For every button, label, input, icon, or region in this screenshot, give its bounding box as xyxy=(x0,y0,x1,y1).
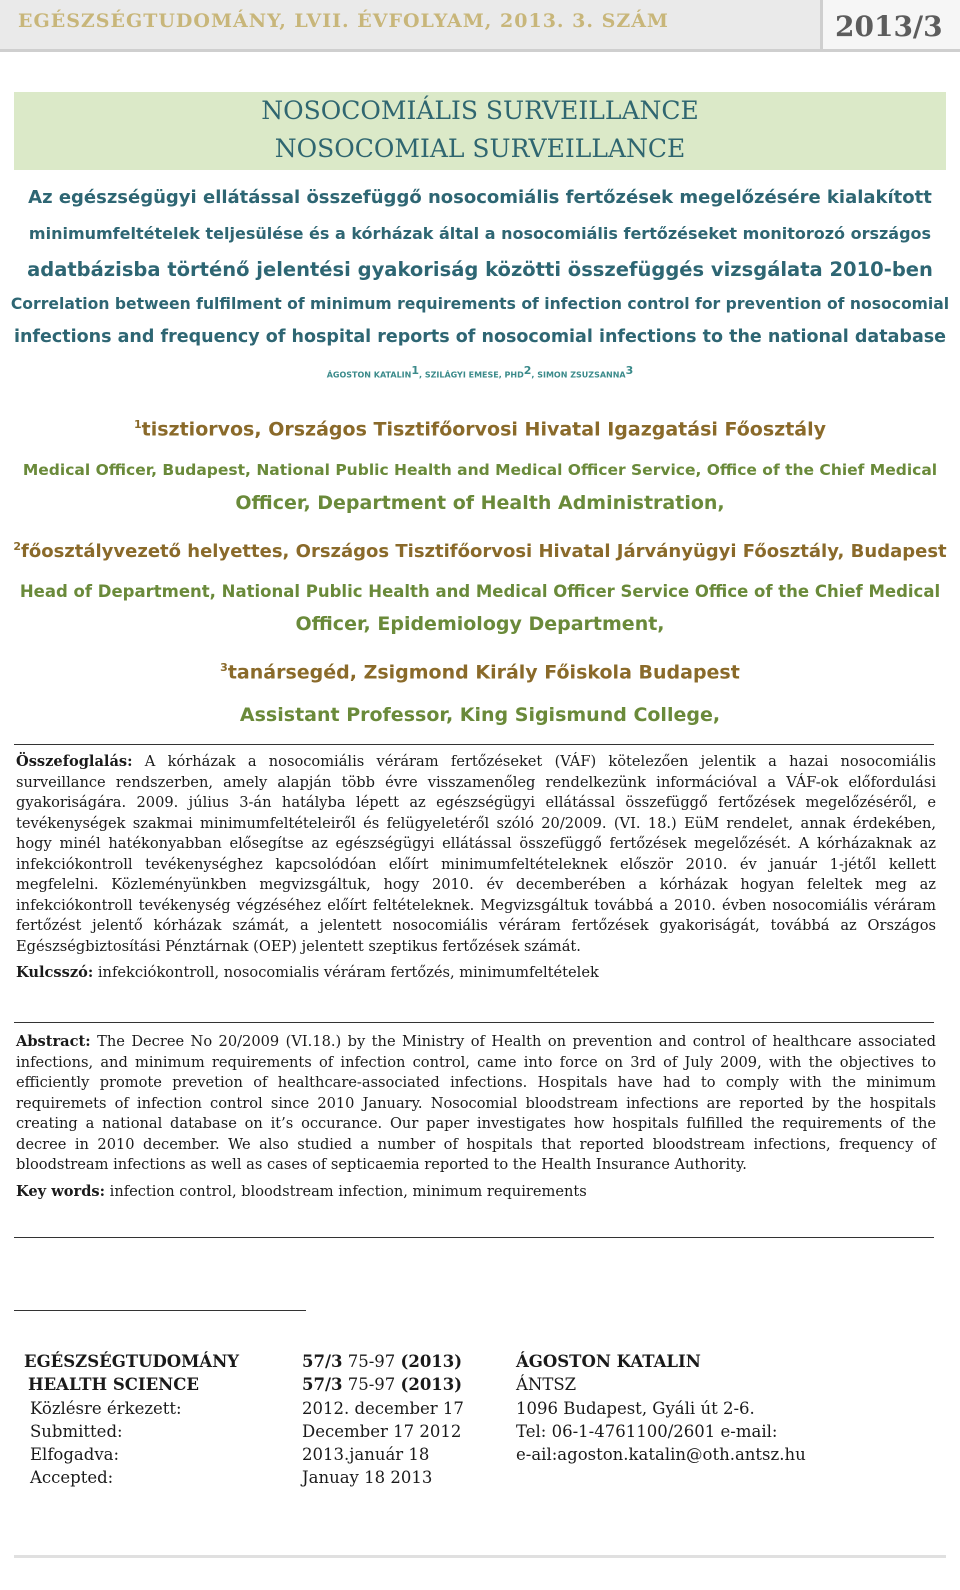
received-label-en: Submitted: xyxy=(30,1421,123,1441)
corresponding-author: ÁGOSTON KATALIN xyxy=(516,1352,701,1371)
affil-line: Officer, Department of Health Administration, xyxy=(235,492,725,514)
issue-number: 2013/3 xyxy=(820,0,960,52)
corresponding-email: e-ail:agoston.katalin@oth.antsz.hu xyxy=(516,1445,806,1465)
corresponding-phone: Tel: 06-1-4761100/2601 e-mail: xyxy=(516,1421,778,1441)
correspondence-column xyxy=(516,1350,806,1466)
title-en-line: Correlation between fulfilment of minimum requirements of infection control for prevention of nosocomial xyxy=(10,295,950,313)
accepted-label-en: Accepted: xyxy=(30,1468,114,1488)
keywords-hu-label: Kulcsszó: xyxy=(16,964,94,981)
abstract-hu-label: Összefoglalás: xyxy=(16,753,133,770)
author-name: SZILÁGYI EMESE, PHD xyxy=(424,370,524,380)
title-en-line: infections and frequency of hospital reports of nosocomial infections to the national database xyxy=(13,327,947,347)
affiliation-1-en xyxy=(10,454,950,520)
citation-hu xyxy=(302,1350,464,1373)
author-affil-marker: 1 xyxy=(411,364,419,377)
journal-name-hu: EGÉSZSÉGTUDOMÁNY xyxy=(24,1352,240,1371)
abstract-en-label: Abstract: xyxy=(16,1033,91,1050)
author-name: ÁGOSTON KATALIN xyxy=(326,370,412,380)
year: (2013) xyxy=(400,1352,463,1371)
affil-marker: 3 xyxy=(220,661,228,674)
keywords-en-text: infection control, bloodstream infection, minimum requirements xyxy=(105,1182,587,1200)
affil-marker: 1 xyxy=(133,418,142,431)
dates-column xyxy=(302,1350,464,1490)
section-heading xyxy=(14,92,946,170)
keywords-en xyxy=(16,1182,936,1203)
volume: 57/3 xyxy=(302,1352,343,1371)
author-affil-marker: 3 xyxy=(625,364,634,377)
title-english xyxy=(10,288,950,354)
corresponding-org: ÁNTSZ xyxy=(516,1375,577,1395)
page-bottom-rule xyxy=(14,1555,946,1558)
affiliation-2-en xyxy=(10,575,950,641)
affil-line: Head of Department, National Public Health and Medical Officer Service Office of the Chief Medical xyxy=(19,582,941,601)
divider xyxy=(14,1237,934,1238)
abstract-en-text: The Decree No 20/2009 (VI.18.) by the Ministry of Health on prevention and control of healthcare associated infections, and minimum requirements of infection control, came into force on 3rd of July 2009, with the objectives to efficiently promote prevetion of healthcare-associated infections. Hospitals have had to comply with the minimum requiremets of infection control since 2010 January. Nosocomial bloodstream infections are reported by the hospitals creating a national database on it’s occurance. Our paper investigates how hospitals fulfilled the requirements of the decree in 2010 december. We also studied a number of hospitals that reported bloodstream infections, frequency of bloodstream infections as well as cases of septicaemia reported to the Health Insurance Authority. xyxy=(16,1033,936,1173)
abstract-en-body xyxy=(16,1032,936,1176)
journal-running-title: EGÉSZSÉGTUDOMÁNY, LVII. ÉVFOLYAM, 2013. 3. SZÁM xyxy=(0,0,820,52)
pages: 75-97 xyxy=(342,1375,401,1395)
accepted-date-en: Januay 18 2013 xyxy=(302,1468,433,1488)
author-separator: , xyxy=(419,370,425,380)
keywords-hu xyxy=(16,963,936,984)
title-hungarian xyxy=(20,180,940,288)
title-hu-line: minimumfeltételek teljesülése és a kórházak által a nosocomiális fertőzéseket monitorozó országos xyxy=(28,224,932,243)
divider xyxy=(14,1022,934,1023)
affil-line: Medical Officer, Budapest, National Public Health and Medical Officer Service, Office of the Chief Medical xyxy=(22,461,938,479)
volume: 57/3 xyxy=(302,1375,343,1395)
pages: 75-97 xyxy=(342,1352,401,1371)
affiliation-1-hu xyxy=(10,408,950,446)
divider xyxy=(14,744,934,745)
affil-marker: 2 xyxy=(13,540,21,553)
received-label-hu: Közlésre érkezett: xyxy=(30,1398,182,1418)
keywords-hu-text: infekciókontroll, nosocomialis véráram fertőzés, minimumfeltételek xyxy=(93,964,599,981)
author-list xyxy=(0,364,960,380)
affil-text: főosztályvezető helyettes, Országos Tisztifőorvosi Hivatal Járványügyi Főosztály, Budapest xyxy=(21,541,947,562)
accepted-label-hu: Elfogadva: xyxy=(30,1445,120,1465)
year: (2013) xyxy=(400,1375,463,1395)
abstract-hungarian xyxy=(16,752,936,984)
author-name: SIMON ZSUZSANNA xyxy=(537,370,626,380)
affiliation-3-en: Assistant Professor, King Sigismund College, xyxy=(239,704,721,726)
author-affil-marker: 2 xyxy=(523,364,532,377)
abstract-hu-body xyxy=(16,752,936,957)
section-heading-en: NOSOCOMIAL SURVEILLANCE xyxy=(274,134,686,163)
title-hu-line: Az egészségügyi ellátással összefüggő nosocomiális fertőzések megelőzésére kialakított xyxy=(28,187,932,208)
affil-line: Officer, Epidemiology Department, xyxy=(295,613,665,635)
journal-name-en: HEALTH SCIENCE xyxy=(28,1375,199,1395)
author-separator: , xyxy=(531,370,538,380)
keywords-en-label: Key words: xyxy=(16,1182,106,1200)
citation-en xyxy=(302,1373,464,1396)
section-heading-hu: NOSOCOMIÁLIS SURVEILLANCE xyxy=(261,96,699,125)
accepted-date-hu: 2013.január 18 xyxy=(302,1445,430,1465)
corresponding-address: 1096 Budapest, Gyáli út 2-6. xyxy=(516,1398,755,1418)
abstract-hu-text: A kórházak a nosocomiális véráram fertőzéseket (VÁF) kötelezően jelentik a hazai nosocomiális surveillance rendszerben, amely alapján több évre visszamenőleg rendelkezünk információval a VÁF-ok előfordulási gyakoriságára. 2009. július 3-án hatályba lépett az egészségügyi ellátással összefüggő fertőzések megelőzéséről, e tevékenységek szakmai minimumfeltételeiről és felügyeletéről szóló 20/2009. (VI. 18.) EüM rendelet, annak érdekében, hogy minél hatékonyabban elősegítse az egészségügyi ellátással összefüggő fertőzések megelőzését. A kórházaknak az infekciókontroll tevékenységhez kapcsolódóan előírt minimumfeltételeknek először 2010. év január 1-jétől kellett megfelelni. Közleményünkben megvizsgáltuk, hogy 2010. év decemberében a kórházak hogyan feleltek meg az infekciókontroll tevékenység végzéséhez előírt feltételeknek. Megvizsgáltuk továbbá a 2010. évben nosocomiális véráram fertőzést jelentő kórházak számát, a jelentett nosocomiális véráram fertőzések gyakoriságát, továbbá az Országos Egészségbiztosítási Pénztárnak (OEP) jelentett szeptikus fertőzések számát. xyxy=(16,753,936,955)
affil-text: tisztiorvos, Országos Tisztifőorvosi Hivatal Igazgatási Főosztály xyxy=(141,418,826,441)
title-hu-line: adatbázisba történő jelentési gyakoriság közötti összefüggés vizsgálata 2010-ben xyxy=(27,258,933,281)
affiliation-2-hu xyxy=(10,530,950,568)
affiliation-3-hu xyxy=(10,651,950,689)
journal-info-column xyxy=(24,1350,239,1490)
abstract-english xyxy=(16,1032,936,1202)
affil-text: tanársegéd, Zsigmond Király Főiskola Budapest xyxy=(227,661,740,684)
received-date-en: December 17 2012 xyxy=(302,1421,462,1441)
footnote-rule xyxy=(14,1310,306,1311)
running-header xyxy=(0,0,960,52)
received-date-hu: 2012. december 17 xyxy=(302,1398,464,1418)
